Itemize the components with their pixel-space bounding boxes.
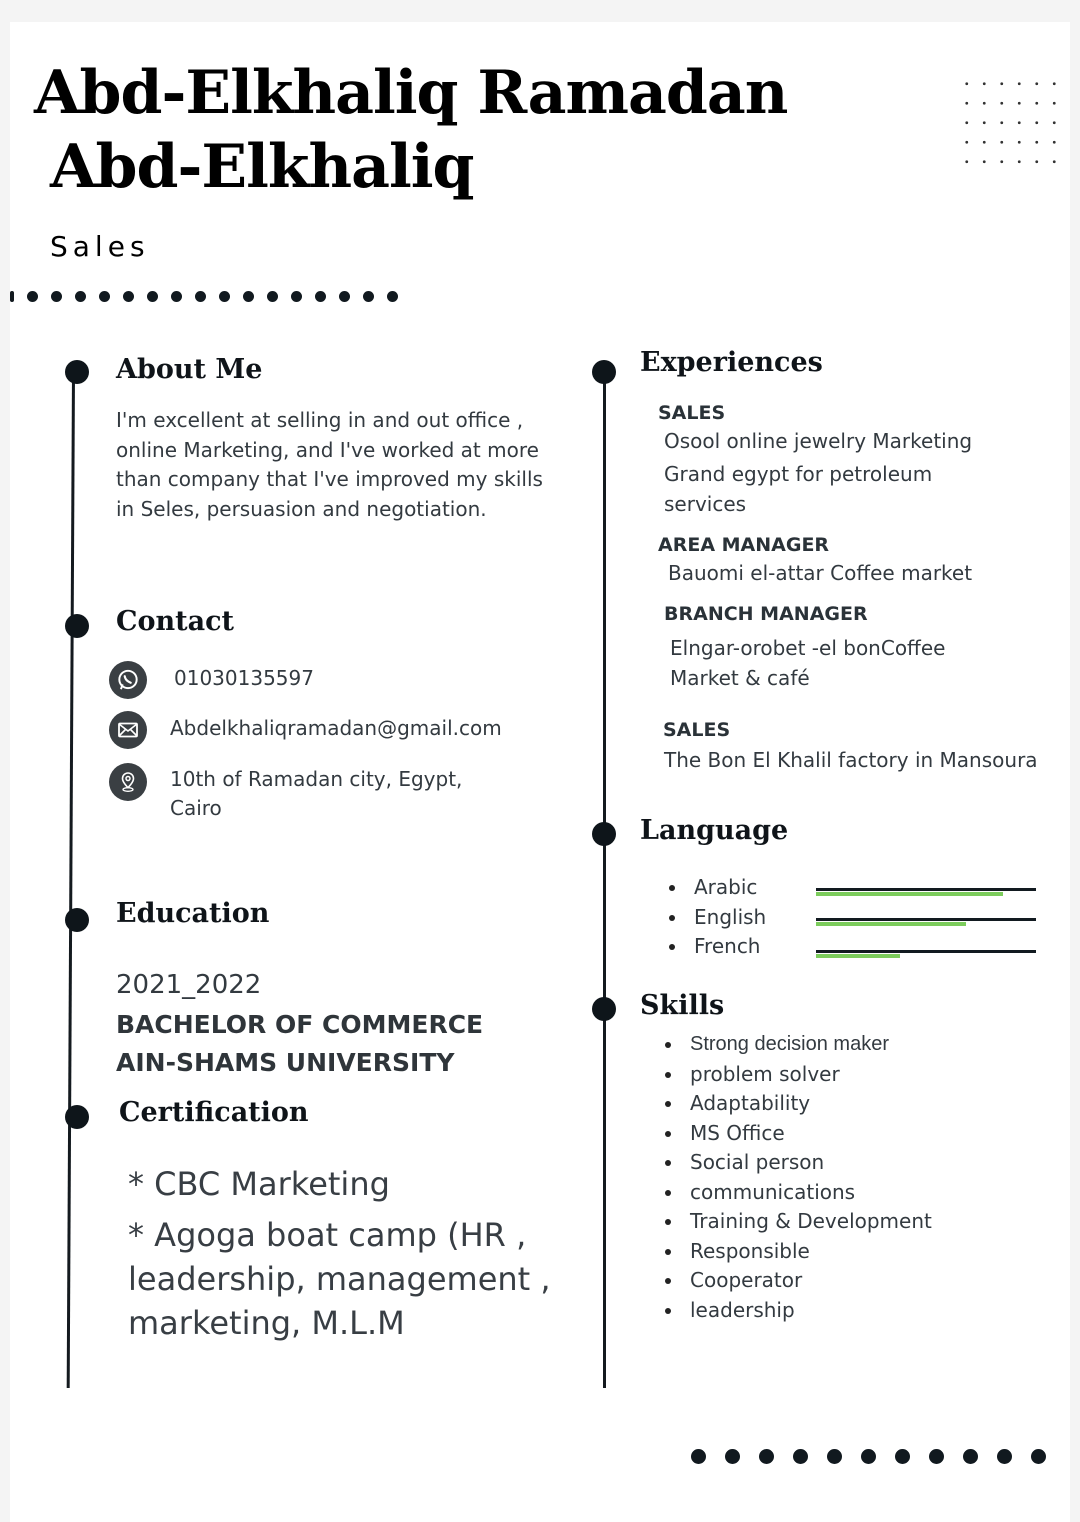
job-title-4: SALES: [663, 719, 731, 741]
skill-item: Adaptability: [664, 1089, 932, 1119]
job-company-1: Osool online jewelry Marketing: [664, 429, 973, 453]
job-company-1b: Grand egypt for petroleum services: [664, 462, 933, 516]
language-bar-track: [816, 950, 1036, 953]
language-item: Arabic: [668, 873, 766, 903]
certification-node: [65, 1105, 89, 1129]
contact-phone[interactable]: 01030135597: [174, 666, 314, 690]
language-item: French: [668, 932, 766, 962]
name-line-2: Abd-Elkhaliq: [50, 132, 474, 202]
job-company-4: The Bon El Khalil factory in Mansoura: [664, 748, 1038, 772]
decorative-dot-row-bottom: [691, 1449, 1046, 1464]
skill-item: Cooperator: [664, 1266, 932, 1296]
about-text: I'm excellent at selling in and out office , online Marketing, and I've worked at more than company that I've improved my skills in Seles, persuasion and negotiation.: [116, 408, 543, 521]
education-degree: BACHELOR OF COMMERCE: [116, 1010, 484, 1039]
job-company-2: Bauomi el-attar Coffee market: [668, 561, 973, 585]
experiences-node: [592, 360, 616, 384]
skills-node: [592, 997, 616, 1021]
skill-item: Training & Development: [664, 1207, 932, 1237]
contact-node: [65, 614, 89, 638]
job-role: Sales: [50, 230, 150, 263]
language-heading: Language: [640, 815, 789, 846]
job-title-3: BRANCH MANAGER: [664, 603, 868, 625]
language-bar-track: [816, 888, 1036, 891]
contact-heading: Contact: [116, 606, 235, 637]
location-icon: [109, 763, 147, 801]
education-heading: Education: [116, 898, 270, 929]
certification-heading: Certification: [119, 1097, 309, 1128]
job-title-2: AREA MANAGER: [658, 534, 830, 556]
contact-address: 10th of Ramadan city, Egypt, Cairo: [170, 767, 463, 820]
language-bar-fill: [816, 922, 966, 926]
education-years: 2021_2022: [116, 970, 262, 1000]
skill-item: Social person: [664, 1148, 932, 1178]
language-bar-track: [816, 918, 1036, 921]
about-heading: About Me: [116, 354, 263, 385]
skills-heading: Skills: [640, 990, 725, 1021]
skill-item: Strong decision maker: [664, 1030, 932, 1060]
skill-item: problem solver: [664, 1060, 932, 1090]
whatsapp-icon: [109, 661, 147, 699]
job-company-3: Elngar-orobet -el bonCoffee Market & café: [670, 636, 946, 690]
skill-item: communications: [664, 1178, 932, 1208]
decorative-dot-grid: [958, 74, 1070, 178]
education-university: AIN-SHAMS UNIVERSITY: [116, 1048, 455, 1077]
education-node: [65, 908, 89, 932]
decorative-dot-row-top: [10, 291, 398, 302]
about-node: [65, 360, 89, 384]
skill-item: MS Office: [664, 1119, 932, 1149]
skill-item: Responsible: [664, 1237, 932, 1267]
contact-email[interactable]: Abdelkhaliqramadan@gmail.com: [170, 716, 502, 740]
right-timeline-line: [603, 372, 606, 1388]
language-list: [668, 873, 766, 962]
name-line-1: Abd-Elkhaliq Ramadan: [34, 58, 788, 128]
language-item: English: [668, 903, 766, 933]
certification-item-1: * CBC Marketing: [128, 1165, 390, 1203]
language-bar-fill: [816, 892, 1003, 896]
certification-item-2: * Agoga boat camp (HR , leadership, management , marketing, M.L.M: [128, 1216, 551, 1342]
language-node: [592, 822, 616, 846]
experiences-heading: Experiences: [640, 347, 823, 378]
skills-list: [664, 1030, 932, 1325]
job-title-1: SALES: [658, 402, 726, 424]
language-bar-fill: [816, 954, 900, 958]
skill-item: leadership: [664, 1296, 932, 1326]
email-icon: [109, 711, 147, 749]
